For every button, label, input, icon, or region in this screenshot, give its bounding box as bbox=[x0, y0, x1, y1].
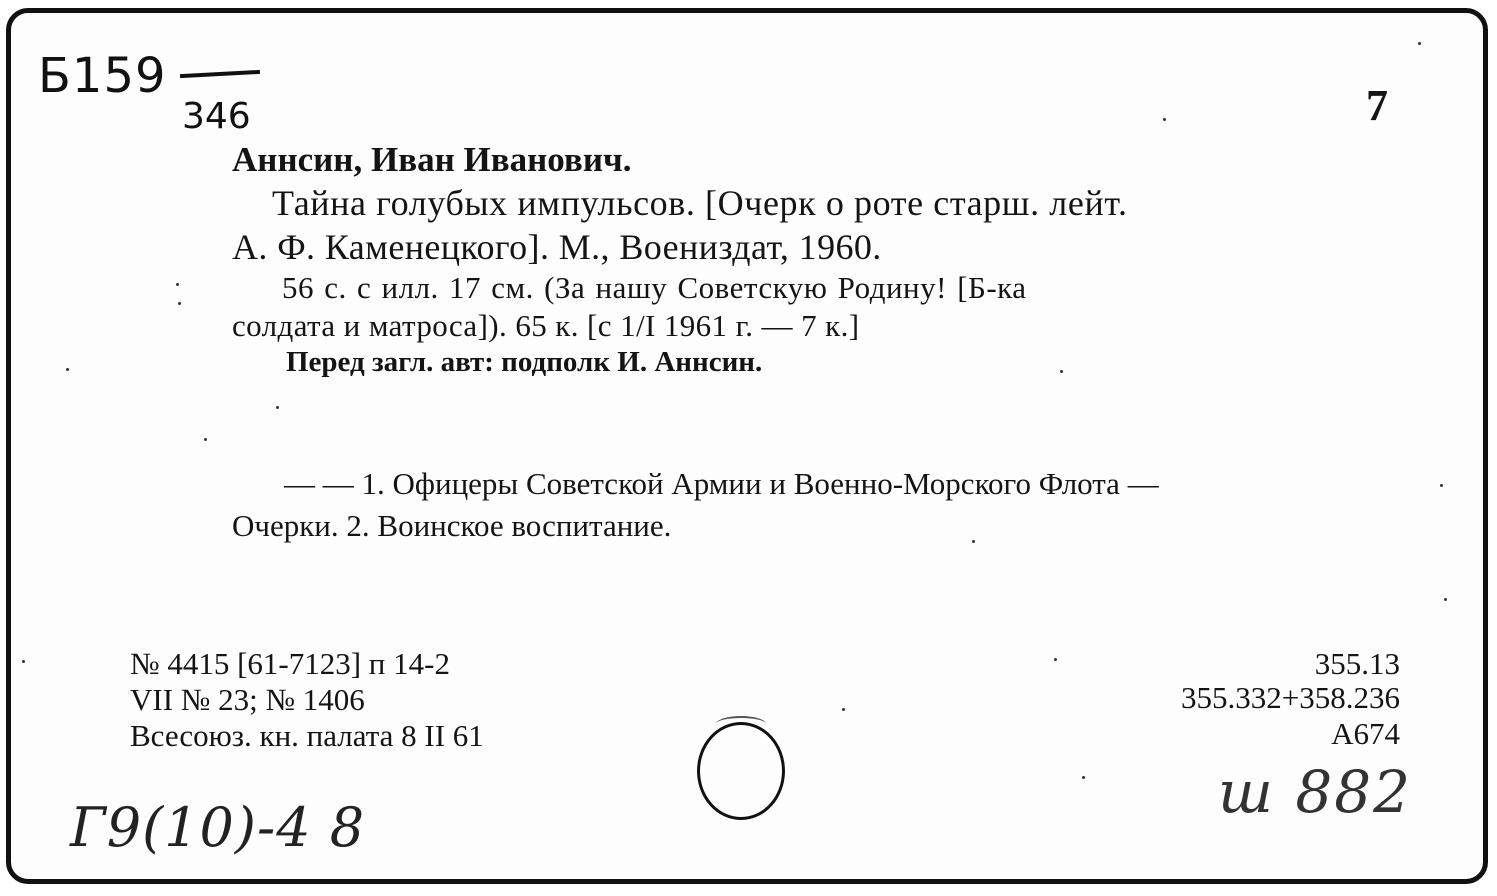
scan-speck bbox=[276, 406, 279, 409]
scan-speck bbox=[1444, 598, 1447, 601]
scan-speck bbox=[972, 540, 975, 543]
scan-speck bbox=[842, 708, 845, 711]
registry-line-3: Всесоюз. кн. палата 8 II 61 bbox=[130, 718, 484, 753]
handwritten-shelf-code: Б159 bbox=[38, 48, 167, 104]
scan-speck bbox=[178, 302, 181, 305]
scan-speck bbox=[1440, 484, 1443, 487]
classification-line-2: 355.332+358.236 bbox=[1181, 680, 1400, 715]
handwritten-bottom-right-code: ш 882 bbox=[1218, 758, 1413, 826]
classification-line-1: 355.13 bbox=[1314, 646, 1400, 681]
classification-line-3: А674 bbox=[1331, 716, 1400, 751]
description-line-1: 56 с. с илл. 17 см. (За нашу Советскую Родину! [Б-ка bbox=[282, 270, 1027, 305]
scan-speck bbox=[22, 660, 25, 663]
scan-speck bbox=[1060, 370, 1063, 373]
subjects-line-2: Очерки. 2. Воинское воспитание. bbox=[232, 508, 672, 543]
title-line-2: А. Ф. Каменецкого]. М., Воениздат, 1960. bbox=[232, 227, 882, 267]
handwritten-bottom-left-code: Г9(10)-4 8 bbox=[70, 796, 366, 859]
note-line: Перед загл. авт: подполк И. Аннсин. bbox=[286, 346, 763, 378]
subjects-line-1: — — 1. Офицеры Советской Армии и Военно-Морского Флота — bbox=[284, 466, 1159, 501]
author-heading: Аннсин, Иван Иванович. bbox=[232, 140, 632, 179]
registry-line-1: № 4415 [61-7123] п 14-2 bbox=[130, 646, 450, 681]
scan-speck bbox=[1054, 658, 1057, 661]
scan-speck bbox=[176, 283, 179, 286]
title-line-1: Тайна голубых импульсов. [Очерк о роте старш. лейт. bbox=[272, 183, 1128, 223]
scan-speck bbox=[66, 368, 69, 371]
card-number: 7 bbox=[1366, 81, 1388, 130]
scan-speck bbox=[204, 438, 207, 441]
registry-line-2: VII № 23; № 1406 bbox=[130, 682, 365, 717]
description-line-2: солдата и матроса]). 65 к. [с 1/I 1961 г. — 7 к.] bbox=[232, 308, 860, 343]
handwritten-shelf-code-denominator: 346 bbox=[182, 96, 251, 137]
punch-hole bbox=[697, 722, 785, 820]
scan-speck bbox=[1163, 118, 1166, 121]
scan-speck bbox=[1418, 42, 1421, 45]
scan-speck bbox=[1082, 776, 1085, 779]
